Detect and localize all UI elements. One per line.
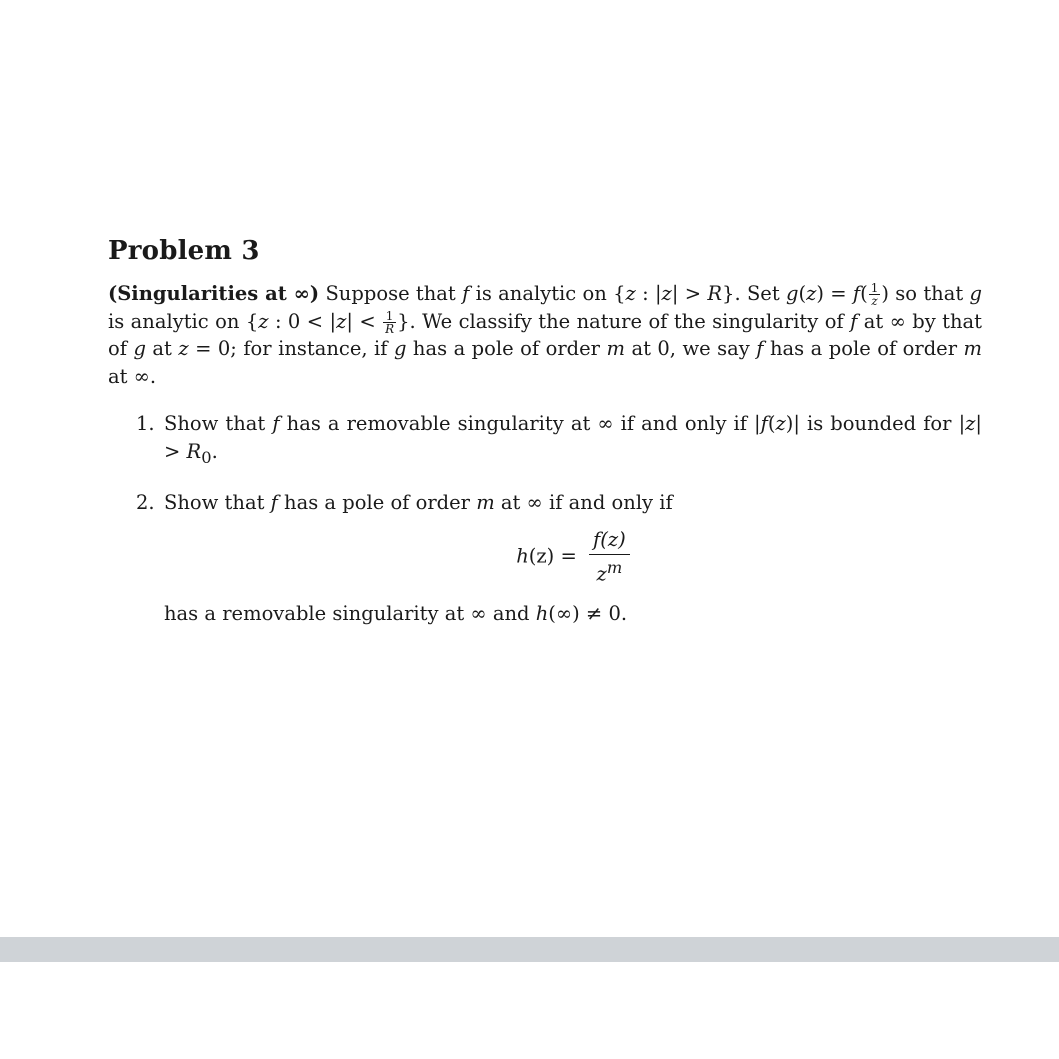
intro-text: | < <box>346 309 383 333</box>
math-z: z <box>336 309 347 333</box>
fraction-one-over-z <box>869 282 881 307</box>
problem-items <box>108 410 982 627</box>
fraction-denominator <box>589 555 630 586</box>
footer-band <box>0 937 1059 962</box>
intro-text: ( <box>860 282 868 305</box>
fraction-numerator: 1 <box>383 310 396 323</box>
item-continuation <box>164 600 982 628</box>
math-z: z <box>178 337 189 360</box>
intro-text: ) so that <box>881 282 970 305</box>
fraction-one-over-R <box>383 310 396 335</box>
math-g: g <box>393 337 407 360</box>
item-text: Show that <box>164 490 271 514</box>
intro-text: at ∞ by that of <box>108 309 982 360</box>
problem-intro <box>108 280 982 390</box>
fraction-denominator: z <box>871 294 878 308</box>
math-z: z <box>625 282 636 305</box>
item-text: has a removable singularity at ∞ if and only if | <box>279 412 761 435</box>
math-m: m <box>606 337 625 360</box>
math-z: z <box>596 562 607 586</box>
math-g: g <box>785 282 799 305</box>
item-text: has a removable singularity at ∞ and <box>164 601 536 625</box>
math-exponent: m <box>606 558 623 578</box>
intro-text: is analytic on { <box>469 282 626 305</box>
math-f: f <box>760 412 768 435</box>
math-z: z <box>775 412 786 435</box>
display-equation <box>164 528 982 586</box>
intro-text: has a pole of order <box>406 337 607 360</box>
math-f: f <box>852 282 861 305</box>
math-f: f <box>462 282 470 305</box>
intro-text: at <box>145 337 179 360</box>
list-item <box>108 410 982 471</box>
math-f: f <box>272 412 280 435</box>
intro-text: is analytic on { <box>108 309 259 333</box>
math-g: g <box>133 337 146 360</box>
item-text: ( <box>767 412 776 435</box>
math-g: g <box>969 282 982 305</box>
item-text: has a pole of order <box>277 490 477 514</box>
math-m: m <box>963 337 983 360</box>
intro-text: ( <box>798 282 807 305</box>
intro-text: at 0, we say <box>624 337 757 360</box>
intro-text: has a pole of order <box>763 337 964 360</box>
item-text: at ∞ if and only if <box>494 490 673 514</box>
list-item <box>108 489 982 628</box>
math-z: z <box>258 309 269 333</box>
display-fraction <box>589 528 630 586</box>
item-text: (∞) ≠ 0. <box>548 601 628 625</box>
intro-text: at ∞. <box>108 364 157 388</box>
intro-text: | > <box>671 282 708 305</box>
math-m: m <box>476 490 495 514</box>
math-f: f <box>756 337 764 360</box>
math-R: R <box>186 439 202 463</box>
item-text: . <box>211 439 218 463</box>
equals-sign: = <box>554 544 584 568</box>
item-text: | > <box>164 412 982 463</box>
fraction-numerator: f(z) <box>589 528 630 555</box>
math-R: R <box>707 282 723 305</box>
intro-text: ) = <box>816 282 853 305</box>
math-f: f <box>850 309 858 333</box>
item-text: Show that <box>164 412 273 435</box>
math-f: f <box>270 490 278 514</box>
math-z: z <box>965 412 976 435</box>
item-text: )| is bounded for | <box>785 412 966 435</box>
fraction-denominator: R <box>385 321 395 336</box>
item-number: 2. <box>136 490 155 514</box>
math-z: z <box>661 282 672 305</box>
intro-text: Suppose that <box>319 282 463 305</box>
intro-text: : 0 < | <box>268 309 337 333</box>
intro-text: }. Set <box>722 282 786 305</box>
math-h: h <box>516 544 529 568</box>
math-subscript: 0 <box>201 447 212 467</box>
math-arg: (z) <box>528 544 555 568</box>
intro-bold-lead: (Singularities at ∞) <box>108 282 320 305</box>
intro-text: = 0; for instance, if <box>188 337 394 360</box>
fraction-numerator: 1 <box>870 281 879 295</box>
problem-page <box>108 236 982 645</box>
math-z: z <box>806 282 817 305</box>
problem-title: Problem 3 <box>108 236 260 266</box>
item-number: 1. <box>136 412 155 435</box>
math-h: h <box>535 601 549 625</box>
intro-text: }. We classify the nature of the singularity of <box>397 309 851 333</box>
intro-text: : | <box>635 282 662 305</box>
